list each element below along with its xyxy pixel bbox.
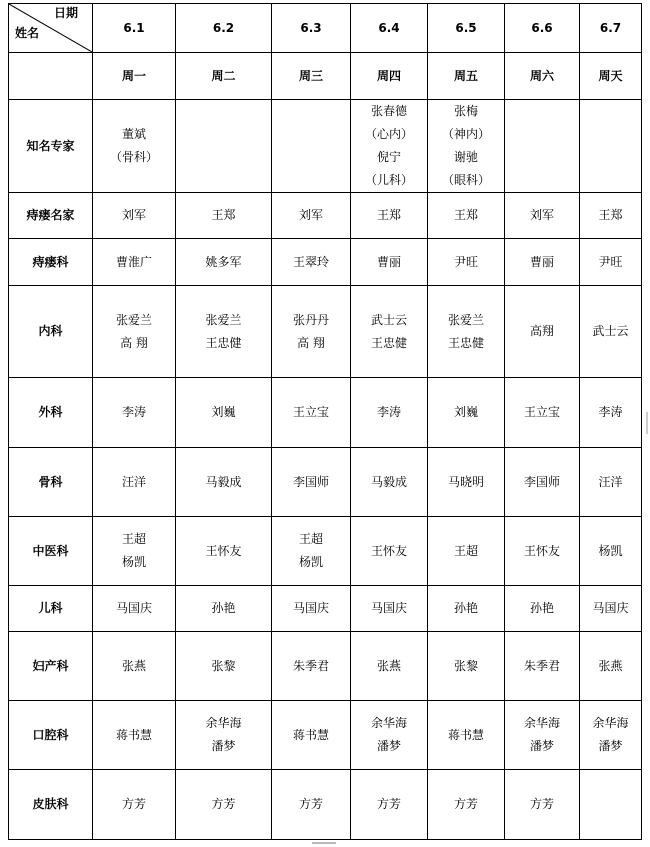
- duty-cell: [580, 100, 642, 193]
- doctor-name: 高 翔: [120, 335, 148, 350]
- doctor-name: 谢驰: [453, 150, 478, 164]
- doctor-name: 王立宝: [523, 405, 560, 419]
- department-name: 中医科: [9, 517, 93, 586]
- doctor-name: 余华海: [592, 716, 629, 730]
- doctor-name: 尹旺: [453, 254, 478, 269]
- duty-cell: [505, 239, 580, 286]
- duty-cell: [272, 517, 351, 586]
- doctor-name: 马晓明: [447, 474, 484, 489]
- edge-mark: [646, 412, 648, 434]
- department-row: [9, 770, 642, 840]
- duty-cell: [176, 586, 272, 632]
- doctor-name: 方芳: [121, 797, 146, 811]
- duty-cell: [428, 517, 505, 586]
- department-name: 知名专家: [9, 100, 93, 193]
- doctor-name: 王忠健: [447, 335, 484, 350]
- duty-cell: [580, 770, 642, 840]
- empty-label-cell: [9, 53, 93, 100]
- duty-cell: [176, 517, 272, 586]
- doctor-name: 马毅成: [205, 474, 242, 489]
- department-row: [9, 701, 642, 770]
- doctor-name: 方芳: [529, 797, 554, 811]
- doctor-name: 孙艳: [529, 601, 554, 615]
- doctor-name: 王超: [453, 543, 478, 558]
- duty-cell: [580, 239, 642, 286]
- doctor-name: 王超: [298, 532, 323, 546]
- doctor-name: 高翔: [529, 324, 554, 338]
- duty-cell: [93, 770, 176, 840]
- duty-cell: [428, 378, 505, 448]
- date-cell: 6.5: [428, 4, 505, 53]
- department-name: 口腔科: [9, 701, 93, 770]
- duty-cell: [272, 770, 351, 840]
- doctor-name: 张燕: [121, 658, 146, 673]
- doctor-name: 蒋书慧: [447, 727, 484, 742]
- duty-cell: [580, 193, 642, 239]
- doctor-name: 朱季君: [292, 658, 329, 673]
- weekday-cell: 周三: [272, 53, 351, 100]
- doctor-name: 杨凯: [298, 555, 323, 569]
- doctor-name: 王怀友: [205, 543, 242, 558]
- duty-cell: [272, 100, 351, 193]
- duty-cell: [272, 632, 351, 701]
- duty-cell: [93, 100, 176, 193]
- duty-cell: [505, 632, 580, 701]
- doctor-name: 刘军: [298, 208, 323, 222]
- doctor-name: 李涛: [121, 405, 146, 419]
- department-name: 痔瘘科: [9, 239, 93, 286]
- duty-cell: [93, 632, 176, 701]
- doctor-name: 潘梦: [211, 739, 236, 753]
- doctor-name: 姚多军: [205, 254, 242, 269]
- date-cell: 6.7: [580, 4, 642, 53]
- duty-cell: [580, 586, 642, 632]
- doctor-name: 王怀友: [523, 543, 560, 558]
- doctor-name: 马国庆: [592, 601, 629, 615]
- doctor-name: 方芳: [453, 797, 478, 811]
- duty-cell: [505, 448, 580, 517]
- department-name: 妇产科: [9, 632, 93, 701]
- duty-cell: [428, 239, 505, 286]
- weekday-cell: 周二: [176, 53, 272, 100]
- header-date-row: [9, 4, 642, 53]
- duty-cell: [176, 193, 272, 239]
- doctor-name: 朱季君: [523, 658, 560, 673]
- duty-cell: [505, 770, 580, 840]
- doctor-name: 蒋书慧: [292, 727, 329, 742]
- department-row: [9, 378, 642, 448]
- duty-cell: [505, 701, 580, 770]
- duty-cell: [351, 286, 428, 378]
- duty-cell: [93, 378, 176, 448]
- doctor-name: 张梅: [453, 104, 478, 118]
- doctor-name: 张爱兰: [447, 312, 484, 327]
- duty-cell: [93, 448, 176, 517]
- duty-cell: [93, 193, 176, 239]
- duty-cell: [351, 448, 428, 517]
- duty-cell: [176, 239, 272, 286]
- doctor-name: 张黎: [211, 658, 236, 673]
- duty-cell: [176, 701, 272, 770]
- doctor-name: 王郑: [453, 208, 478, 222]
- doctor-name: 刘巍: [453, 405, 478, 419]
- doctor-name: 潘梦: [598, 739, 623, 753]
- duty-cell: [176, 286, 272, 378]
- duty-cell: [428, 701, 505, 770]
- duty-cell: [428, 286, 505, 378]
- duty-cell: [351, 239, 428, 286]
- doctor-name: 刘军: [121, 208, 146, 222]
- department-row: [9, 100, 642, 193]
- department-name: 儿科: [9, 586, 93, 632]
- doctor-name: 刘巍: [211, 405, 236, 419]
- doctor-name: 马国庆: [370, 601, 407, 615]
- doctor-name: 王忠健: [205, 335, 242, 350]
- doctor-name: 张燕: [598, 658, 623, 673]
- duty-cell: [176, 448, 272, 517]
- date-axis-label: 日期: [53, 6, 78, 20]
- doctor-name: 王超: [121, 532, 146, 546]
- duty-cell: [351, 517, 428, 586]
- doctor-name: 马国庆: [115, 601, 152, 615]
- corner-header-cell: [9, 4, 93, 53]
- date-cell: 6.3: [272, 4, 351, 53]
- duty-cell: [351, 100, 428, 193]
- duty-cell: [272, 448, 351, 517]
- doctor-name: （眼科）: [441, 173, 490, 187]
- doctor-name: （心内）: [364, 127, 413, 141]
- doctor-name: 潘梦: [529, 739, 554, 753]
- department-name: 外科: [9, 378, 93, 448]
- doctor-name: 李涛: [376, 405, 401, 419]
- duty-cell: [93, 239, 176, 286]
- duty-cell: [93, 517, 176, 586]
- duty-cell: [351, 632, 428, 701]
- department-row: [9, 448, 642, 517]
- doctor-name: 王郑: [598, 208, 623, 222]
- weekday-cell: 周四: [351, 53, 428, 100]
- department-name: 骨科: [9, 448, 93, 517]
- duty-cell: [272, 193, 351, 239]
- doctor-name: 孙艳: [453, 601, 478, 615]
- duty-cell: [428, 448, 505, 517]
- doctor-name: 刘军: [529, 208, 554, 222]
- weekday-cell: 周一: [93, 53, 176, 100]
- duty-cell: [351, 701, 428, 770]
- date-cell: 6.4: [351, 4, 428, 53]
- doctor-name: 蒋书慧: [115, 727, 152, 742]
- department-row: [9, 193, 642, 239]
- duty-cell: [428, 632, 505, 701]
- duty-cell: [176, 378, 272, 448]
- doctor-name: 余华海: [370, 716, 407, 730]
- date-cell: 6.1: [93, 4, 176, 53]
- duty-cell: [272, 701, 351, 770]
- duty-cell: [93, 701, 176, 770]
- duty-cell: [428, 100, 505, 193]
- doctor-name: 李国师: [523, 474, 560, 489]
- doctor-name: 王翠玲: [292, 254, 329, 269]
- doctor-name: 王忠健: [370, 335, 407, 350]
- duty-cell: [176, 100, 272, 193]
- doctor-name: 潘梦: [376, 739, 401, 753]
- doctor-name: 高 翔: [297, 335, 325, 350]
- duty-cell: [93, 586, 176, 632]
- duty-cell: [505, 286, 580, 378]
- doctor-name: 方芳: [298, 797, 323, 811]
- doctor-name: 余华海: [205, 716, 242, 730]
- duty-cell: [272, 239, 351, 286]
- doctor-name: 董斌: [121, 127, 146, 141]
- duty-schedule-table: [8, 3, 642, 840]
- doctor-name: 尹旺: [598, 254, 623, 269]
- doctor-name: 曹丽: [376, 254, 401, 269]
- duty-cell: [351, 378, 428, 448]
- doctor-name: 王怀友: [370, 543, 407, 558]
- doctor-name: 汪洋: [121, 474, 146, 489]
- doctor-name: 方芳: [211, 797, 236, 811]
- duty-cell: [580, 286, 642, 378]
- doctor-name: 张黎: [453, 658, 478, 673]
- duty-cell: [580, 448, 642, 517]
- duty-cell: [93, 286, 176, 378]
- doctor-name: 张丹丹: [292, 312, 329, 327]
- doctor-name: 张燕: [376, 658, 401, 673]
- doctor-name: （儿科）: [364, 173, 413, 187]
- weekday-cell: 周五: [428, 53, 505, 100]
- department-row: [9, 517, 642, 586]
- duty-cell: [428, 193, 505, 239]
- doctor-name: 王立宝: [292, 405, 329, 419]
- duty-cell: [580, 517, 642, 586]
- department-row: [9, 632, 642, 701]
- duty-cell: [580, 378, 642, 448]
- department-name: 痔瘘名家: [9, 193, 93, 239]
- date-cell: 6.6: [505, 4, 580, 53]
- doctor-name: 曹丽: [529, 254, 554, 269]
- doctor-name: 马毅成: [370, 474, 407, 489]
- doctor-name: 方芳: [376, 797, 401, 811]
- duty-cell: [505, 100, 580, 193]
- duty-cell: [272, 378, 351, 448]
- duty-cell: [272, 286, 351, 378]
- duty-cell: [428, 586, 505, 632]
- department-row: [9, 286, 642, 378]
- header-weekday-row: [9, 53, 642, 100]
- doctor-name: 张春德: [370, 104, 407, 118]
- duty-cell: [505, 517, 580, 586]
- doctor-name: 李国师: [292, 474, 329, 489]
- doctor-name: 杨凯: [121, 555, 146, 569]
- weekday-cell: 周天: [580, 53, 642, 100]
- doctor-name: 汪洋: [598, 474, 623, 489]
- doctor-name: 孙艳: [211, 601, 236, 615]
- doctor-name: （骨科）: [109, 150, 158, 164]
- duty-cell: [505, 378, 580, 448]
- department-row: [9, 586, 642, 632]
- date-cell: 6.2: [176, 4, 272, 53]
- duty-cell: [351, 586, 428, 632]
- doctor-name: 王郑: [211, 208, 236, 222]
- doctor-name: 杨凯: [598, 543, 623, 558]
- doctor-name: 王郑: [376, 208, 401, 222]
- page-scroll-mark: [312, 842, 336, 844]
- doctor-name: 武士云: [592, 324, 629, 338]
- doctor-name: 倪宁: [376, 150, 401, 164]
- doctor-name: 张爱兰: [205, 312, 242, 327]
- schedule-body: [9, 4, 642, 840]
- duty-cell: [580, 632, 642, 701]
- name-axis-label: 姓名: [15, 26, 40, 40]
- doctor-name: （神内）: [441, 127, 490, 141]
- doctor-name: 武士云: [370, 312, 407, 327]
- department-name: 皮肤科: [9, 770, 93, 840]
- duty-cell: [505, 193, 580, 239]
- duty-cell: [351, 770, 428, 840]
- weekday-cell: 周六: [505, 53, 580, 100]
- doctor-name: 曹淮广: [115, 254, 152, 269]
- duty-cell: [176, 770, 272, 840]
- duty-cell: [505, 586, 580, 632]
- department-name: 内科: [9, 286, 93, 378]
- doctor-name: 张爱兰: [115, 312, 152, 327]
- department-row: [9, 239, 642, 286]
- doctor-name: 马国庆: [292, 601, 329, 615]
- duty-cell: [176, 632, 272, 701]
- duty-cell: [428, 770, 505, 840]
- doctor-name: 余华海: [523, 716, 560, 730]
- duty-cell: [580, 701, 642, 770]
- doctor-name: 李涛: [598, 405, 623, 419]
- duty-cell: [272, 586, 351, 632]
- duty-cell: [351, 193, 428, 239]
